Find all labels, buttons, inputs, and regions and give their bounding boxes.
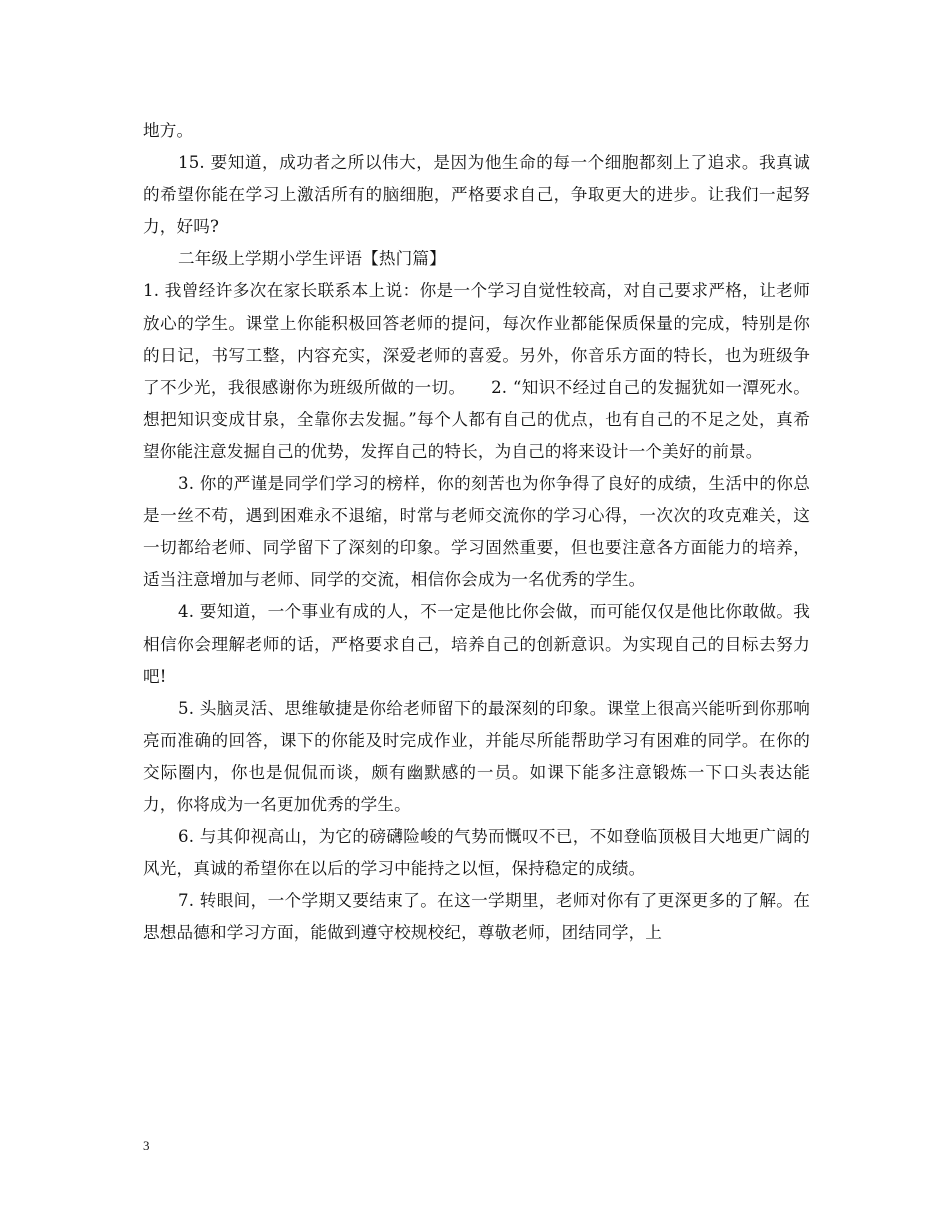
paragraph-comment-4: 4. 要知道，一个事业有成的人，不一定是他比你会做，而可能仅仅是他比你敢做。我相信你会理解老师的话，严格要求自己，培养自己的创新意识。为实现自己的目标去努力吧! [143,602,810,686]
paragraph-continuation: 地方。 [143,121,194,140]
paragraph-comment-7: 7. 转眼间，一个学期又要结束了。在这一学期里，老师对你有了更深更多的了解。在思想品德和学习方面，能做到遵守校规校纪，尊敬老师，团结同学，上 [143,891,810,943]
paragraph-comment-5: 5. 头脑灵活、思维敏捷是你给老师留下的最深刻的印象。课堂上很高兴能听到你那响亮而准确的回答，课下的你能及时完成作业，并能尽所能帮助学习有困难的同学。在你的交际圈内，你也是侃侃而谈，颇有幽默感的一员。如课下能多注意锻炼一下口头表达能力，你将成为一名更加优秀的学生。 [143,698,810,814]
paragraph-comment-6: 6. 与其仰视高山，为它的磅礴险峻的气势而慨叹不已，不如登临顶极目大地更广阔的风光，真诚的希望你在以后的学习中能持之以恒，保持稳定的成绩。 [143,827,810,879]
document-body [143,115,810,949]
paragraph-comment-3: 3. 你的严谨是同学们学习的榜样，你的刻苦也为你争得了良好的成绩，生活中的你总是一丝不苟，遇到困难永不退缩，时常与老师交流你的学习心得，一次次的攻克难关，这一切都给老师、同学留下了深刻的印象。学习固然重要，但也要注意各方面能力的培养，适当注意增加与老师、同学的交流，相信你会成为一名优秀的学生。 [143,474,810,590]
section-heading: 二年级上学期小学生评语【热门篇】 [178,249,446,269]
paragraph-comment-1-2: 1. 我曾经许多次在家长联系本上说：你是一个学习自觉性较高，对自己要求严格，让老师放心的学生。课堂上你能积极回答老师的提问，每次作业都能保质保量的完成，特别是你的日记，书写工整，内容充实，深爱老师的喜爱。另外，你音乐方面的特长，也为班级争了不少光，我很感谢你为班级所做的一切。 2. “知识不经过自己的发掘犹如一潭死水。想把知识变成甘泉，全靠你去发掘。”每个人都有自己的优点，也有自己的不足之处，真希望你能注意发掘自己的优势，发挥自己的特长，为自己的将来设计一个美好的前景。 [143,281,810,461]
page-number: 3 [143,1138,150,1153]
paragraph-comment-15: 15. 要知道，成功者之所以伟大，是因为他生命的每一个细胞都刻上了追求。我真诚的希望你能在学习上激活所有的脑细胞，严格要求自己，争取更大的进步。让我们一起努力，好吗? [143,153,810,237]
